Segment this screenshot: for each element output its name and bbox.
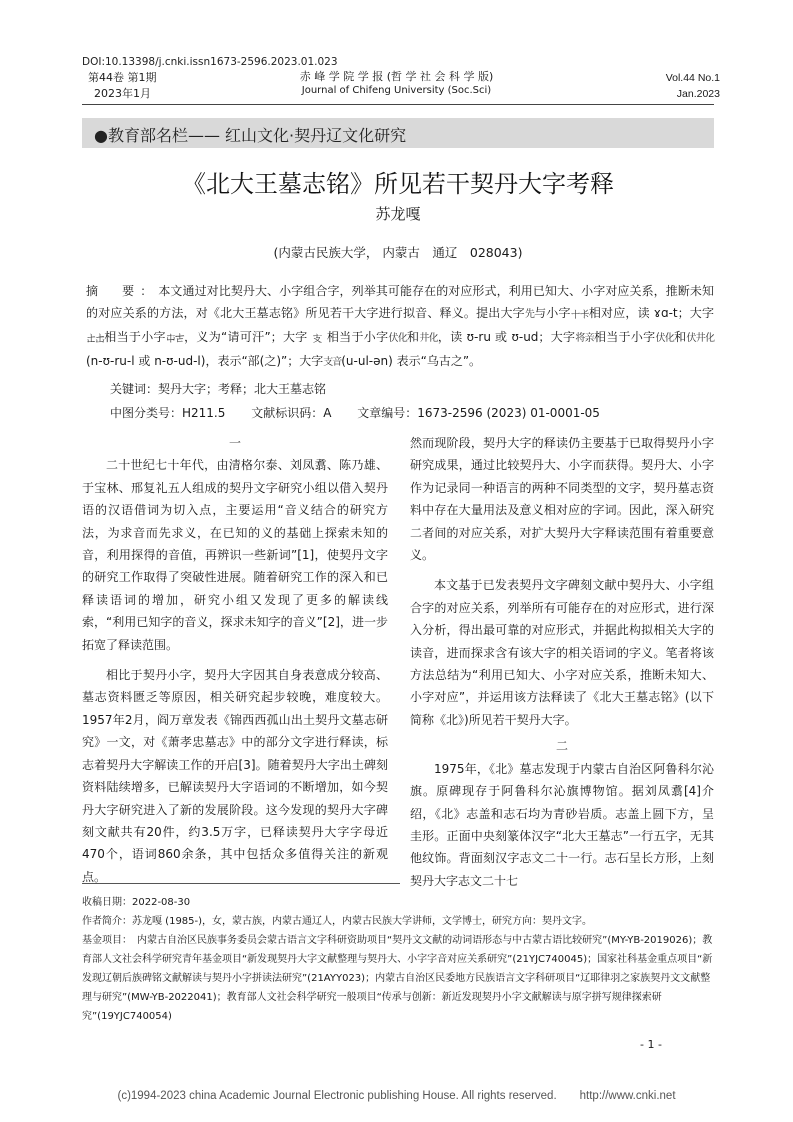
- volume-cn: 第44卷 第1期: [88, 71, 157, 84]
- abstract-text: 相当于小字: [593, 330, 656, 344]
- classification-line: [110, 404, 622, 421]
- affiliation: (内蒙古民族大学， 内蒙古 通辽 028043): [273, 245, 523, 260]
- section-heading-1: 一: [228, 436, 241, 450]
- abstract-text: ，义为“请可汗”；大字: [183, 330, 308, 344]
- paragraph: 本文基于已发表契丹文字碑刻文献中契丹大、小字组合字的对应关系，列举所有可能存在的对应形式，进行深入分析，得出最可靠的对应形式，并据此构拟相关大字的读音，进而探求含有该大字的相关语词的字义。笔者将该方法总结为“利用已知大、小字对应关系，推断未知大、小字对应”，并运用该方法释读了《北大王墓志铭》(以下简称《北》)所见若干契丹大字。: [410, 578, 714, 727]
- khitan-glyph: 𘬼: [307, 333, 327, 344]
- khitan-glyph: 支音: [323, 357, 342, 368]
- khitan-glyph: 𘬺𘬻: [165, 333, 184, 344]
- column-banner-text: ●教育部名栏—— 红山文化·契丹辽文化研究: [94, 126, 407, 145]
- abstract-text: 和: [407, 330, 420, 344]
- page-number: - 1 -: [640, 1038, 662, 1051]
- khitan-glyph: 井化: [419, 333, 438, 344]
- paragraph: 相比于契丹小字，契丹大字因其自身表意成分较高、墓志资料匮乏等原因，相关研究起步较晚，难度较大。1957年2月，阎万章发表《锦西西孤山出土契丹文墓志研究》一文，对《萧孝忠墓志》中的部分文字进行释读，标志着契丹大字解读工作的开启[3]。随着契丹大字出土碑刻资料陆续增多，已解读契丹大字语词的不断增加，如今契丹大字研究进入了新的发展阶段。这今发现的契丹大字碑刻文献共有20件，约3.5万字，已释读契丹大字字母近470个，语词860余条，其中包括众多值得关注的新观点。: [82, 668, 388, 884]
- header-right: [620, 70, 720, 102]
- document-code: 文献标识码：A: [251, 406, 332, 420]
- khitan-glyph: 𘬶𘬷: [570, 309, 589, 320]
- journal-header: [230, 70, 563, 98]
- body-column-right: [410, 432, 714, 892]
- keywords: 关键词：契丹大字；考释；北大王墓志铭: [110, 382, 327, 396]
- abstract-text: (u-ul-ən) 表示“乌古之”。: [341, 354, 482, 368]
- column-banner: [82, 118, 714, 148]
- funding: 基金项目： 内蒙古自治区民族事务委员会蒙古语言文字科研资助项目“契丹文文献的动词语形态与中古蒙古语比较研究”(MY-YB-2019026)；教育部人文社会科学研究青年基金项目“新发现契丹大字文献整理与契丹大、小字字音对应关系研究”(21YJC740045)；国家社科基金重点项目“新发现辽朝后族碑铭文献解读与契丹小字拼读法研究”(21AYY023)；内蒙古自治区民委地方民族语言文字科研项目“辽耶律羽之家族契丹文文献整理与研究”(MW-YB-2022041)；教育部人文社会科学研究一般项目“传承与创新：新近发现契丹小字文献解读与原字拼写规律探索研究”(19YJC740054): [82, 935, 713, 1022]
- journal-name-cn: 赤 峰 学 院 学 报 (哲 学 社 会 科 学 版): [299, 70, 494, 83]
- abstract-label: 摘 要：: [86, 284, 159, 298]
- paragraph: 然而现阶段，契丹大字的释读仍主要基于已取得契丹小字研究成果，通过比较契丹大、小字而获得。契丹大、小字作为记录同一种语言的两种不同类型的文字，契丹墓志资料中存在大量用法及意义相对应的字词。因此，深入研究二者间的对应关系，对扩大契丹大字释读范围有着重要意义。: [410, 436, 714, 563]
- article-title: 《北大王墓志铭》所见若干契丹大字考释: [182, 170, 614, 198]
- journal-name-en: Journal of Chifeng University (Soc.Sci): [301, 85, 492, 96]
- clc-number: 中图分类号：H211.5: [110, 406, 226, 420]
- abstract-text: (n-ʊ-ru-l 或 n-ʊ-ud-l)，表示“部(之)”；大字: [86, 354, 324, 368]
- khitan-glyph: 伏井化: [686, 333, 714, 344]
- footnote-rule: [82, 883, 400, 884]
- doi: DOI:10.13398/j.cnki.issn1673-2596.2023.01.023: [82, 56, 338, 68]
- abstract-text: ，读 ʊ-ru 或 ʊ-ud；大字: [437, 330, 576, 344]
- section-heading-2: 二: [555, 739, 568, 754]
- author: 苏龙嘎: [375, 205, 421, 223]
- abstract-text: 相对应，读 ɤɑ-t；大字: [588, 306, 714, 320]
- khitan-glyph: 伏化: [388, 333, 407, 344]
- header-left: [88, 70, 157, 102]
- abstract-text: 本文通过对比契丹大、小字组合字，列举其可能存在的对应形式，利用已知大、小字对应关系，推断未知的对应关系的方法，对《北大王墓志铭》所见若干大字进行拟音、释义。提出大字: [86, 284, 714, 320]
- footnotes: [82, 893, 714, 1026]
- abstract-text: 相当于小字: [326, 330, 389, 344]
- copyright-footer: (c)1994-2023 china Academic Journal Electronic publishing House. All rights reserved. http://www.cnki.net: [117, 1090, 676, 1102]
- khitan-glyph: 将亲: [575, 333, 594, 344]
- abstract-text: 相当于小字: [104, 330, 166, 344]
- abstract-text: 和: [674, 330, 687, 344]
- date-en: Jan.2023: [676, 88, 720, 100]
- khitan-glyph: 先: [524, 309, 535, 320]
- khitan-glyph: 伏化: [655, 333, 675, 344]
- abstract-text: 与小字: [534, 306, 571, 320]
- paragraph: 1975年，《北》墓志发现于内蒙古自治区阿鲁科尔沁旗。原碑现存于阿鲁科尔沁旗博物馆。据刘凤翥[4]介绍，《北》志盖和志石均为青砂岩质。志盖上圆下方，呈圭形。正面中央刻篆体汉字“北大王墓志”一行五字，无其他纹饰。背面刻汉字志文二十一行。志石呈长方形，上刻契丹大字志文二十七: [410, 761, 714, 888]
- header-rule: [82, 104, 714, 105]
- abstract: [86, 280, 714, 374]
- received-date: 收稿日期：2022-08-30: [82, 897, 191, 908]
- date-cn: 2023年1月: [94, 87, 151, 100]
- body-column-left: [82, 432, 388, 888]
- paragraph: 二十世纪七十年代，由清格尔泰、刘凤翥、陈乃雄、于宝林、邢复礼五人组成的契丹文字研究小组以借入契丹语的汉语借词为切入点，主要运用“音义结合的研究方法，为求音而先求义，在已知的义的基础上探索未知的音，利用探得的音值，再辨识一些新词”[1]，使契丹文字的研究工作取得了突破性进展。随着研究工作的深入和已释读语词的增加，研究小组又发现了更多的解读线索，“利用已知字的音义，探求未知字的音义”[2]，进一步拓宽了释读范围。: [82, 458, 388, 652]
- volume-en: Vol.44 No.1: [665, 72, 720, 84]
- article-number: 文章编号：1673-2596 (2023) 01-0001-05: [357, 406, 600, 420]
- khitan-glyph: 𘬸𘬹: [86, 333, 104, 344]
- author-bio: 作者简介：苏龙嘎 (1985-)，女，蒙古族，内蒙古通辽人，内蒙古民族大学讲师，文学博士，研究方向：契丹文字。: [82, 916, 593, 927]
